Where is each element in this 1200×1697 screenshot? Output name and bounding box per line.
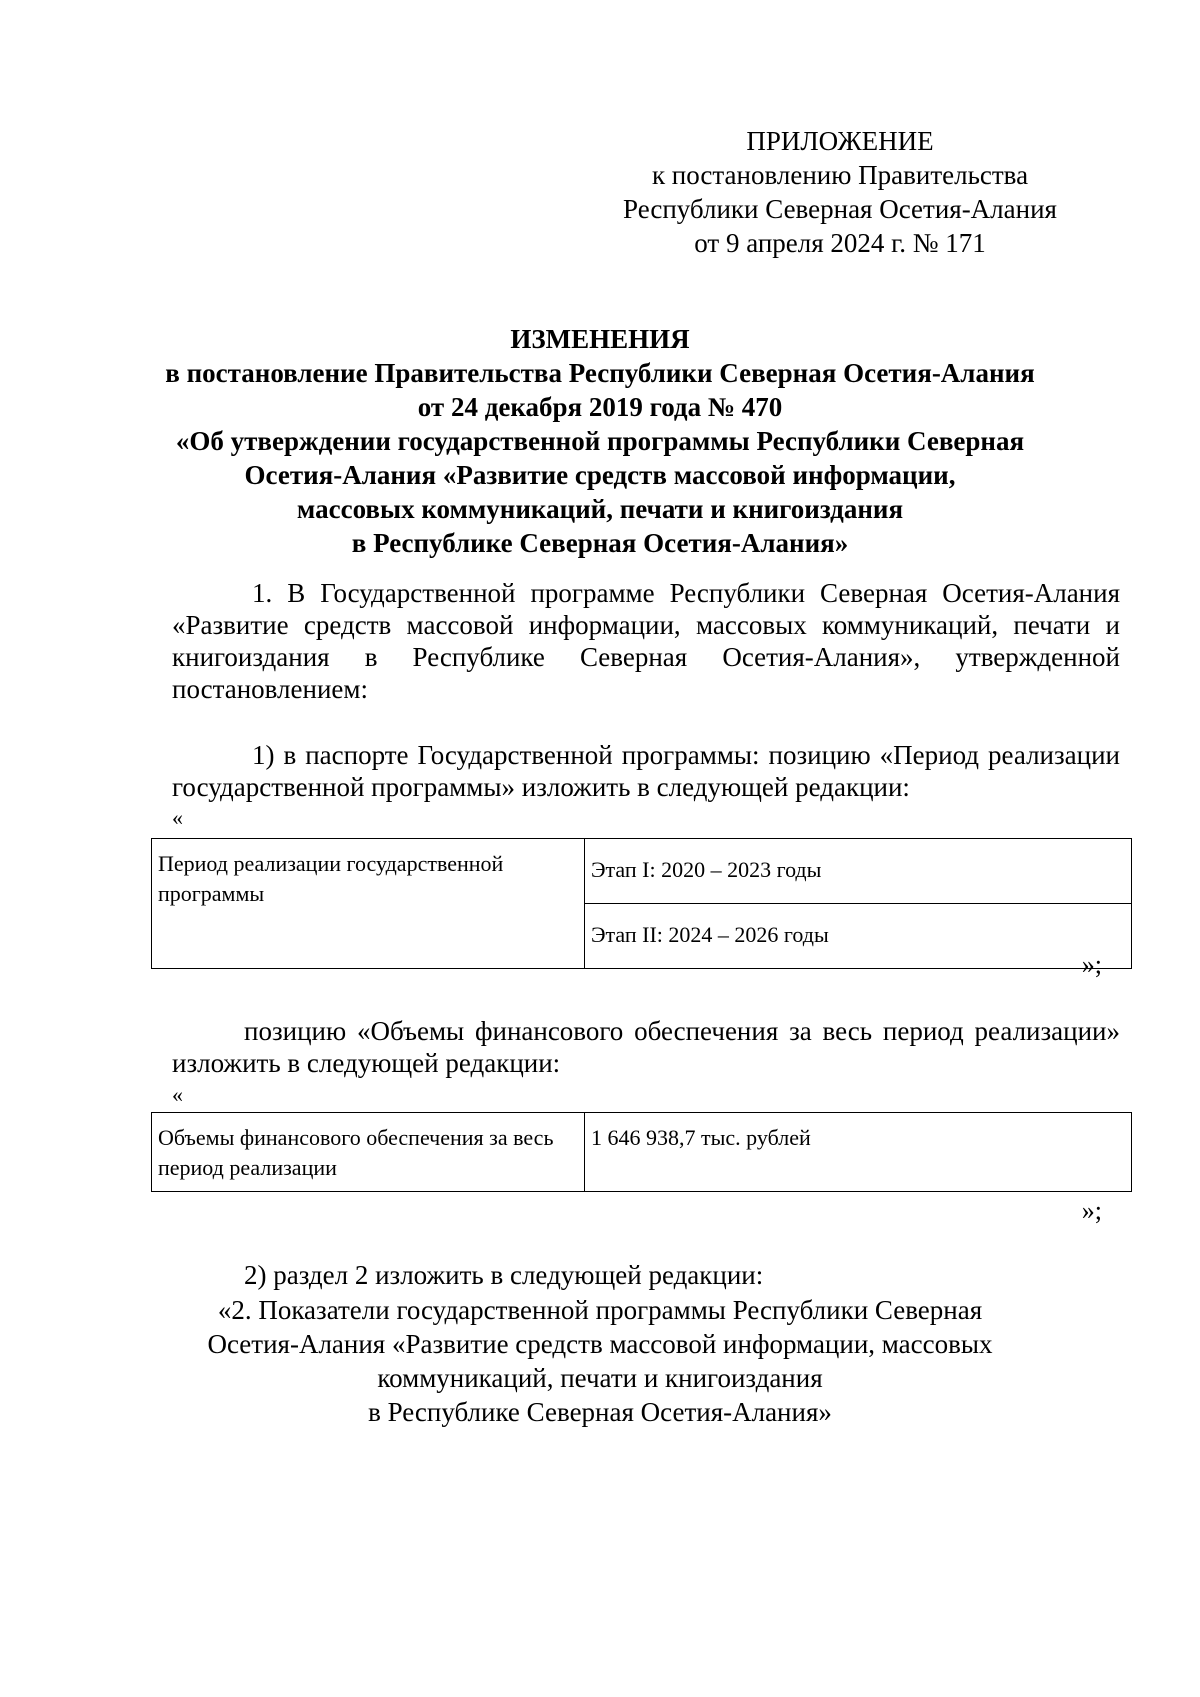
heading-line: от 24 декабря 2019 года № 470 bbox=[417, 392, 783, 422]
funding-table bbox=[151, 1112, 1132, 1192]
paragraph-1-1: 1) в паспорте Государственной программы: позицию «Период реализации государственной программы» изложить в следующей редакции: bbox=[172, 740, 1120, 802]
appendix-block bbox=[600, 124, 1080, 260]
quote-open: « bbox=[172, 805, 183, 830]
section-2-title bbox=[150, 1293, 1050, 1429]
period-table bbox=[151, 838, 1132, 969]
funding-label-cell: Объемы финансового обеспечения за весь период реализации bbox=[152, 1113, 585, 1192]
appendix-title: ПРИЛОЖЕНИЕ bbox=[746, 126, 934, 156]
section-title-line: в Республике Северная Осетия-Алания» bbox=[368, 1397, 832, 1427]
quote-close: »; bbox=[1081, 950, 1102, 979]
quote-close: »; bbox=[1081, 1196, 1102, 1225]
paragraph-1: 1. В Государственной программе Республики Северная Осетия-Алания «Развитие средств массовой информации, массовых коммуникаций, печати и книгоиздания в Республике Северная Осетия-Алания», утвержденной постановлением: bbox=[172, 578, 1120, 704]
heading-line: Осетия-Алания «Развитие средств массовой информации, bbox=[244, 460, 956, 490]
section-title-line: Осетия-Алания «Развитие средств массовой информации, массовых bbox=[207, 1329, 993, 1359]
period-label-cell: Период реализации государственной программы bbox=[152, 839, 585, 969]
paragraph-1-2: 2) раздел 2 изложить в следующей редакции: bbox=[244, 1260, 764, 1290]
section-title-line: коммуникаций, печати и книгоиздания bbox=[377, 1363, 823, 1393]
heading-title: ИЗМЕНЕНИЯ bbox=[510, 324, 690, 354]
heading-line: «Об утверждении государственной программы Республики Северная bbox=[175, 426, 1025, 456]
quote-open: « bbox=[172, 1082, 183, 1107]
heading-line: массовых коммуникаций, печати и книгоиздания bbox=[296, 494, 904, 524]
stage-1-cell: Этап I: 2020 – 2023 годы bbox=[585, 839, 1132, 904]
heading-line: в постановление Правительства Республики Северная Осетия-Алания bbox=[165, 358, 1035, 388]
appendix-line: к постановлению Правительства bbox=[651, 160, 1029, 190]
heading-line: в Республике Северная Осетия-Алания» bbox=[351, 528, 849, 558]
paragraph-funding: позицию «Объемы финансового обеспечения за весь период реализации» изложить в следующей редакции: bbox=[172, 1016, 1120, 1078]
funding-value-cell: 1 646 938,7 тыс. рублей bbox=[585, 1113, 1132, 1192]
appendix-line: Республики Северная Осетия-Алания bbox=[623, 194, 1057, 224]
section-title-line: «2. Показатели государственной программы Республики Северная bbox=[217, 1295, 983, 1325]
document-heading bbox=[150, 322, 1050, 560]
appendix-date: от 9 апреля 2024 г. № 171 bbox=[694, 228, 986, 258]
stage-2-cell: Этап II: 2024 – 2026 годы bbox=[585, 904, 1132, 969]
